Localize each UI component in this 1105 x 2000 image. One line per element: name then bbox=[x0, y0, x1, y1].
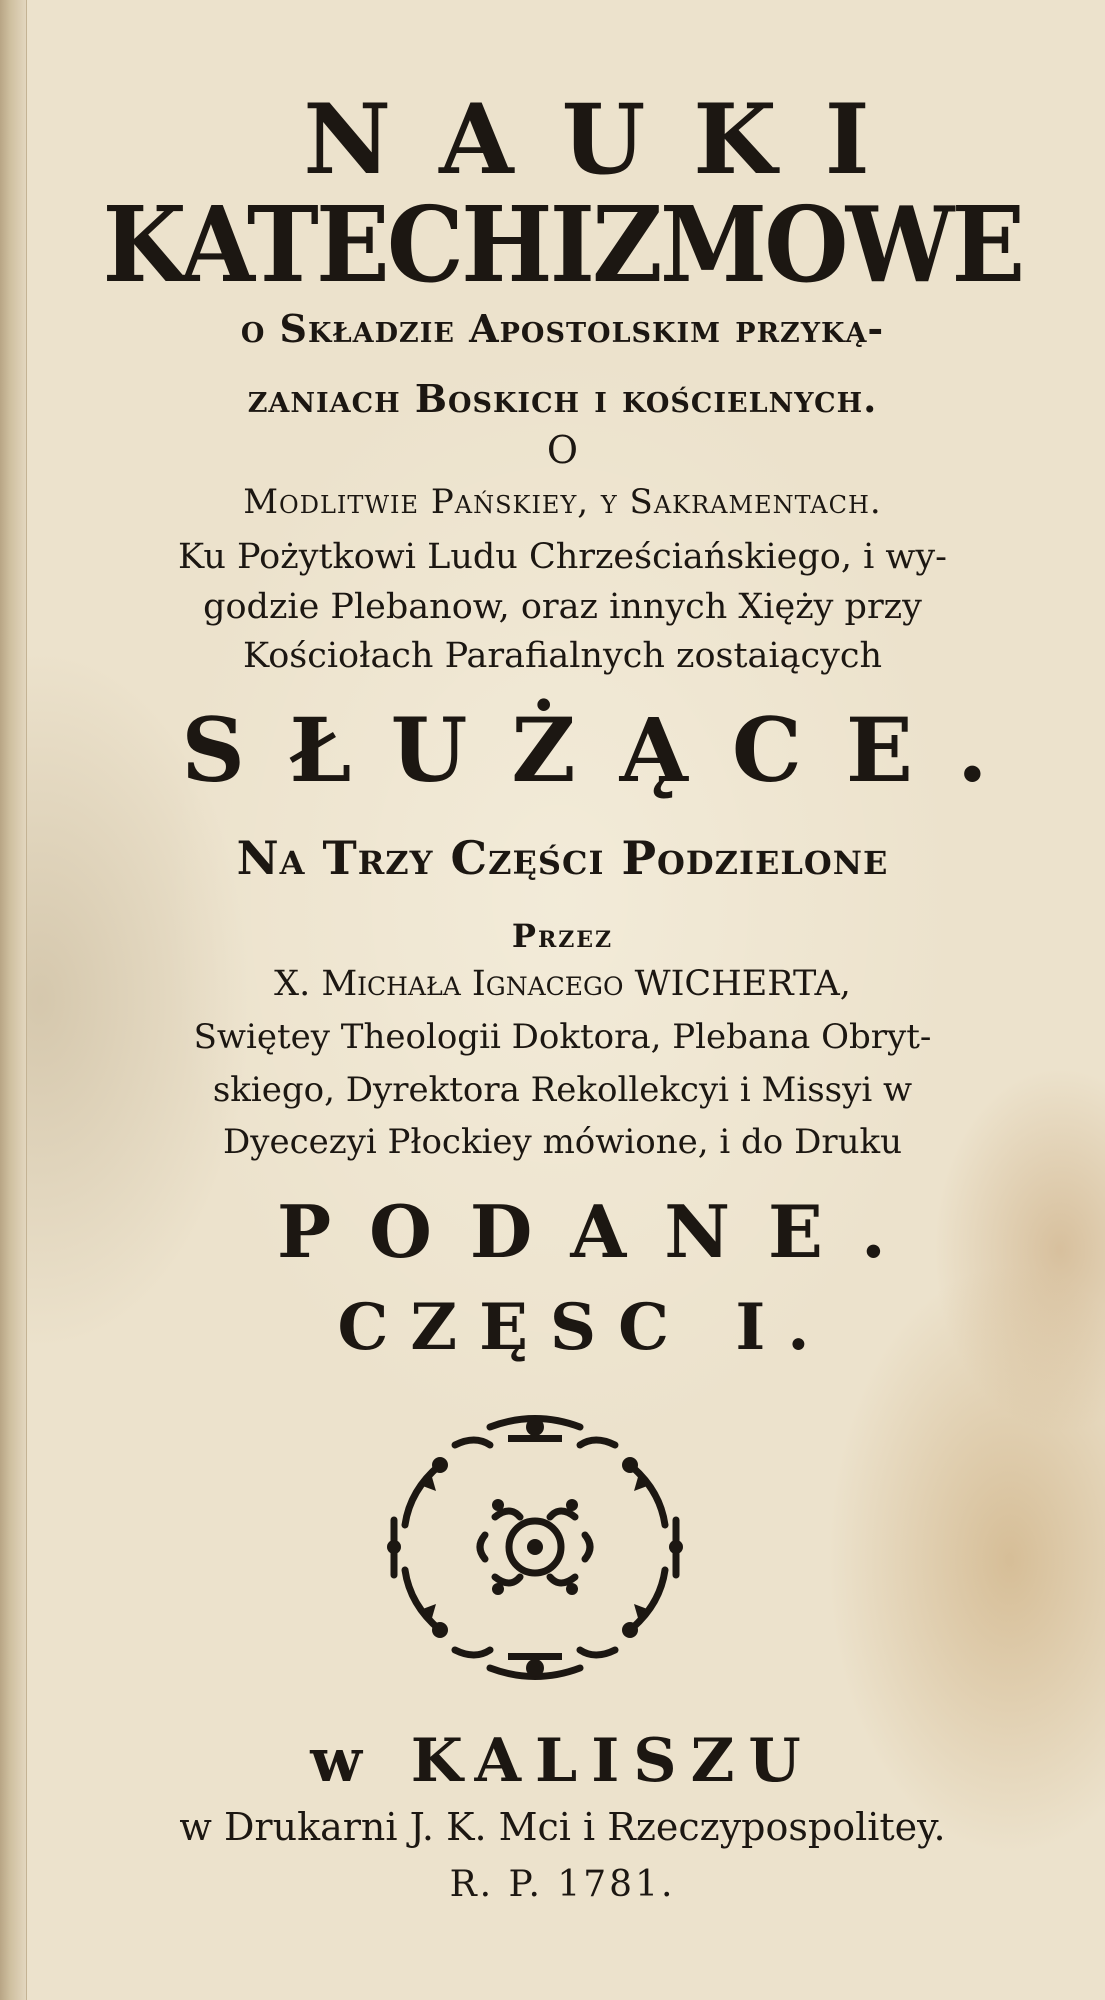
author-credentials-2: skiego, Dyrektora Rekollekcyi i Missyi w bbox=[212, 1070, 913, 1110]
author-przez: Przez bbox=[511, 917, 614, 955]
title-word-podane: PODANE. bbox=[277, 1189, 924, 1274]
page-binding-edge bbox=[0, 0, 27, 2000]
subtitle-line-6: Kościołach Parafialnych zostaiących bbox=[242, 636, 882, 676]
printer-ornament-icon bbox=[380, 1405, 690, 1690]
title-word-nauki: NAUKI bbox=[303, 83, 918, 196]
imprint-place: w KALISZU bbox=[310, 1726, 815, 1796]
title-word-katechizmowe: KATECHIZMOWE bbox=[102, 183, 1023, 306]
volume-part: CZĘSC I. bbox=[337, 1290, 832, 1365]
author-credentials-3: Dyecezyi Płockiey mówione, i do Druku bbox=[222, 1122, 902, 1162]
subtitle-o: O bbox=[546, 428, 579, 472]
subtitle-line-1: o Składzie Apostolskim przyką- bbox=[240, 306, 885, 351]
subtitle-line-2: zaniach Boskich i kościelnych. bbox=[247, 376, 878, 421]
division-note: Na Trzy Części Podzielone bbox=[236, 831, 889, 885]
subtitle-line-3: Modlitwie Pańskiey, y Sakramentach. bbox=[243, 482, 882, 522]
title-word-sluzace: SŁUŻĄCE. bbox=[181, 698, 1032, 802]
author-credentials-1: Swiętey Theologii Doktora, Plebana Obryt- bbox=[193, 1017, 932, 1057]
subtitle-line-5: godzie Plebanow, oraz innych Xięży przy bbox=[203, 587, 922, 627]
author-name: X. Michała Ignacego WICHERTA, bbox=[274, 964, 851, 1004]
imprint-year: R. P. 1781. bbox=[449, 1864, 676, 1905]
imprint-printer: w Drukarni J. K. Mci i Rzeczypospolitey. bbox=[179, 1805, 946, 1849]
subtitle-line-4: Ku Pożytkowi Ludu Chrześciańskiego, i wy- bbox=[178, 537, 947, 577]
